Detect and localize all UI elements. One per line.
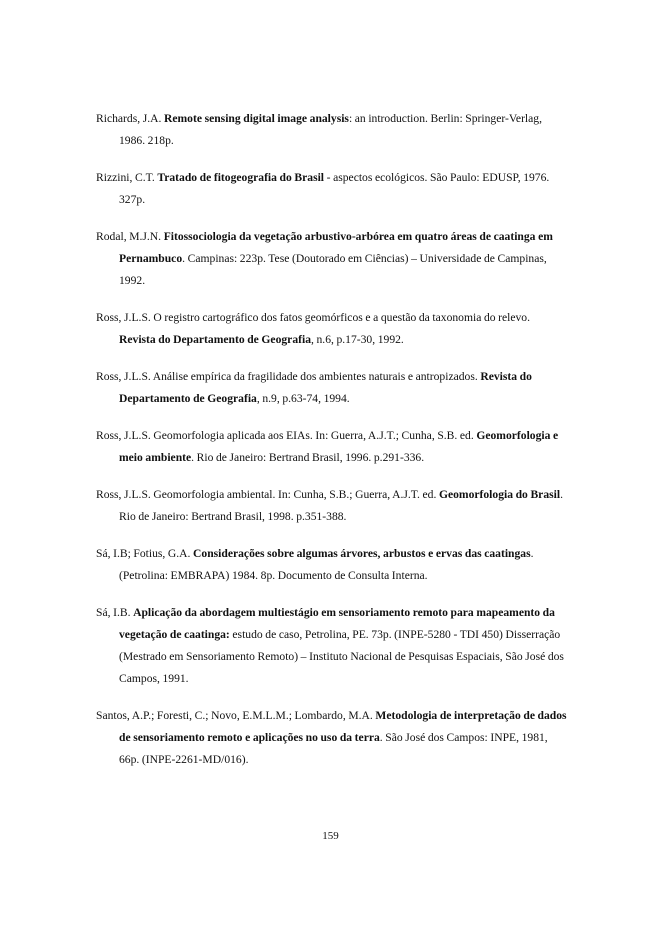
reference-authors: Ross, J.L.S. O registro cartográfico dos fatos geomórficos e a questão da taxonomia do relevo. — [96, 311, 530, 324]
reference-details: , n.9, p.63-74, 1994. — [256, 392, 350, 405]
reference-authors: Sá, I.B. — [96, 606, 134, 619]
reference-title: Remote sensing digital image analysis — [164, 112, 349, 125]
reference-details: estudo de caso, Petrolina, PE. 73p. (INPE-5280 - TDI 450) Disserração (Mestrado em Sensoriamento Remoto) – Instituto Nacional de Pesquisas Espaciais, São José dos Campos, 1991. — [119, 628, 564, 685]
reference-authors: Rizzini, C.T. — [96, 171, 158, 184]
reference-title: Revista do Departamento de Geografia — [119, 370, 532, 405]
reference-title: Considerações sobre algumas árvores, arbustos e ervas das caatingas — [193, 547, 531, 560]
reference-authors: Ross, J.L.S. Análise empírica da fragilidade dos ambientes naturais e antropizados. — [96, 370, 481, 383]
reference-list — [96, 108, 568, 771]
reference-title: Geomorfologia do Brasil — [438, 488, 561, 501]
reference-entry — [96, 602, 568, 690]
reference-details: , n.6, p.17-30, 1992. — [311, 333, 404, 346]
reference-authors: Sá, I.B; Fotius, G.A. — [96, 547, 194, 560]
reference-details: - aspectos ecológicos. São Paulo: EDUSP, 1976. 327p. — [119, 171, 550, 206]
reference-title: Tratado de fitogeografia do Brasil — [157, 171, 325, 184]
reference-entry — [96, 705, 568, 771]
reference-title: Aplicação da abordagem multiestágio em sensoriamento remoto para mapeamento da vegetação de caatinga: — [119, 606, 555, 641]
reference-entry — [96, 108, 568, 152]
reference-title: Geomorfologia e meio ambiente — [119, 429, 559, 464]
reference-details: . São José dos Campos: INPE, 1981, 66p. (INPE-2261-MD/016). — [119, 731, 548, 766]
reference-entry — [96, 226, 568, 292]
reference-authors: Ross, J.L.S. Geomorfologia aplicada aos EIAs. In: Guerra, A.J.T.; Cunha, S.B. ed. — [96, 429, 477, 442]
reference-title: Revista do Departamento de Geografia — [119, 333, 311, 346]
reference-details: . Rio de Janeiro: Bertrand Brasil, 1998. p.351-388. — [119, 488, 563, 523]
reference-authors: Santos, A.P.; Foresti, C.; Novo, E.M.L.M.; Lombardo, M.A. — [96, 709, 376, 722]
reference-authors: Ross, J.L.S. Geomorfologia ambiental. In: Cunha, S.B.; Guerra, A.J.T. ed. — [96, 488, 439, 501]
reference-title: Fitossociologia da vegetação arbustivo-arbórea em quatro áreas de caatinga em Pernambuco — [119, 230, 553, 265]
reference-title: Metodologia de interpretação de dados de sensoriamento remoto e aplicações no uso da terra — [119, 709, 567, 744]
reference-authors: Richards, J.A. — [96, 112, 164, 125]
reference-details: . Rio de Janeiro: Bertrand Brasil, 1996. p.291-336. — [191, 451, 425, 464]
reference-authors: Rodal, M.J.N. — [96, 230, 164, 243]
reference-entry — [96, 167, 568, 211]
reference-entry — [96, 484, 568, 528]
reference-details: . (Petrolina: EMBRAPA) 1984. 8p. Documento de Consulta Interna. — [119, 547, 534, 582]
reference-entry — [96, 366, 568, 410]
reference-entry — [96, 425, 568, 469]
reference-entry — [96, 543, 568, 587]
reference-details: : an introduction. Berlin: Springer-Verlag, 1986. 218p. — [119, 112, 542, 147]
page-number: 159 — [322, 830, 339, 842]
reference-details: . Campinas: 223p. Tese (Doutorado em Ciências) – Universidade de Campinas, 1992. — [119, 252, 547, 287]
reference-entry — [96, 307, 568, 351]
